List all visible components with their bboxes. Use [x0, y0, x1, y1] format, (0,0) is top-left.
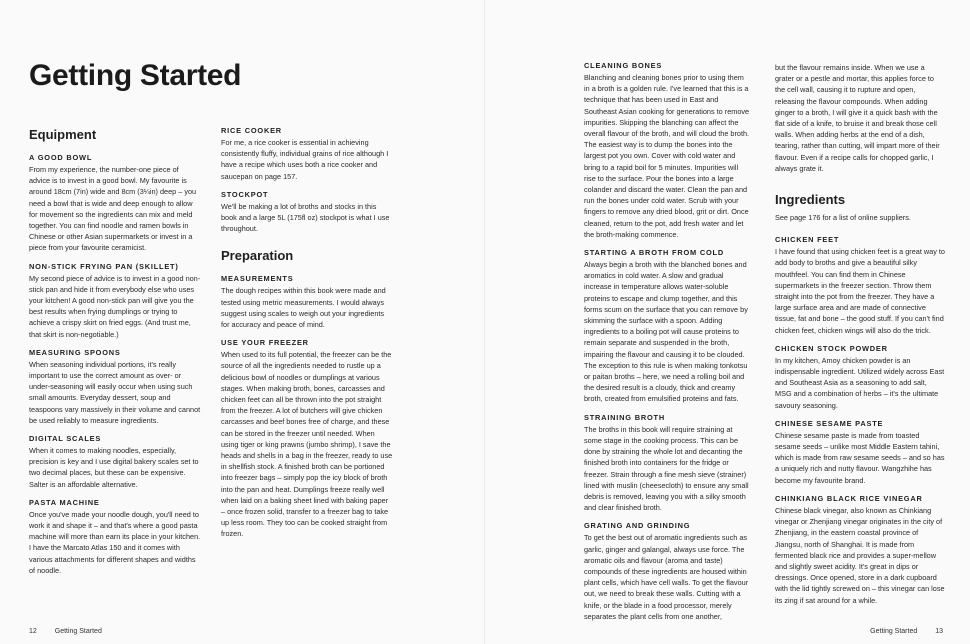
entry-heading: CHICKEN STOCK POWDER [775, 343, 888, 353]
entry-measuring-spoons [29, 348, 201, 426]
entry-frying-pan [29, 262, 201, 340]
entry-body: In my kitchen, Amoy chicken powder is an indispensable ingredient. Utilized widely across East and Southeast Asia as a seasoning to add salt, MSG and a combination of herbs – it's the ultimate savoury seasoning. [775, 355, 945, 410]
right-page [485, 0, 970, 644]
right-column-1 [584, 61, 751, 630]
entry-rice-cooker [221, 126, 394, 182]
entry-heading: USE YOUR FREEZER [221, 338, 309, 348]
entry-heading: PASTA MACHINE [29, 497, 100, 507]
running-head: Getting Started [870, 628, 918, 635]
entry-use-your-freezer [221, 338, 394, 539]
entry-heading: A GOOD BOWL [29, 153, 93, 162]
entry-body: When seasoning individual portions, it's really important to use the correct amount as over- or under-seasoning will easily occur when using such small amounts. Everyday dessert, soup and teaspoons vary massively in their volume and cannot be used reliably to measure ingredients. [29, 359, 201, 425]
entry-body: I have found that using chicken feet is a great way to add body to broths and give a beautiful silky mouthfeel. You can find them in Chinese supermarkets in the freezer section. Throw them straight into the pot from the freezer. They have a large surface area and are made of connective tissue, fat and bone – the good stuff. If you can't find chicken feet, chicken wings will also do the trick. [775, 247, 945, 335]
entry-body: Chinese sesame paste is made from toasted sesame seeds – unlike most Middle Eastern tahini, which is made from raw sesame seeds – and so has a uniquely rich and nutty flavour. Wangzhihe has become my favourite brand. [775, 430, 945, 485]
entry-straining-broth [584, 413, 751, 514]
ingredients-heading: Ingredients [775, 192, 846, 208]
folio-right [870, 627, 943, 636]
right-column-2 [775, 62, 945, 614]
entry-body: We'll be making a lot of broths and stocks in this book and a large 5L (175fl oz) stockpot is what I use throughout. [221, 201, 390, 234]
ingredients-intro: See page 176 for a list of online suppliers. [775, 213, 911, 223]
entry-measurements [221, 274, 394, 330]
preparation-heading: Preparation [221, 248, 294, 264]
equipment-heading: Equipment [29, 127, 97, 142]
entry-heading: STARTING A BROTH FROM COLD [584, 248, 724, 258]
continued-paragraph: but the flavour remains inside. When we use a grater or a pestle and mortar, this applies force to the cell wall, causing it to rupture and open, releasing the flavour compounds. When adding ginger to a broth, I will give it a quick bash with the flat side of a knife, to bruise it and break those cell walls. When adding herbs at the end of a dish, tearing, rather than cutting, will impart more of their flavour. Even if a recipe calls for chopped garlic, I always grate it. [775, 63, 940, 173]
entry-body: The dough recipes within this book were made and tested using metric measurements. I would always suggest using scales to weigh out your ingredients for accuracy and peace of mind. [221, 286, 386, 330]
page-title: Getting Started [29, 59, 242, 92]
entry-body: The broths in this book will require straining at some stage in the cooking process. This can be done by straining the whole lot and decanting the finished broth into containers for the fridge or freezer. Strain through a fine mesh sieve (strainer) lined with muslin (cheesecloth) to ensure any small debris is removed, leaving you with a silky smooth and clear finished broth. [584, 424, 749, 513]
entry-starting-broth [584, 248, 751, 405]
entry-body: Once you've made your noodle dough, you'll need to work it and shape it – and that's where a good pasta machine will more than earn its place in your kitchen. I have the Marcato Atlas 150 and it comes with various attachments for different shapes and widths of noodle. [29, 509, 201, 575]
entry-stockpot [221, 190, 394, 235]
entry-sesame-paste [775, 419, 945, 486]
entry-heading: CHICKEN FEET [775, 235, 840, 245]
page-number: 12 [29, 628, 37, 635]
entry-heading: STRAINING BROTH [584, 412, 665, 422]
entry-pasta-machine [29, 498, 201, 576]
entry-digital-scales [29, 434, 201, 490]
running-head: Getting Started [54, 628, 102, 635]
entry-body: To get the best out of aromatic ingredients such as garlic, ginger and galangal, always use force. The aromatic oils and flavour (aroma and taste) compounds of these ingredients are housed within plant cells, which have cell walls. To get the flavour out, we need to break these walls. Cutting with a knife, or the blade in a food processor, merely separates the plant cells from one another, [584, 533, 749, 621]
entry-body: When it comes to making noodles, especially, precision is key and I use digital bakery scales set to two decimal places, but these can be expensive. Salter is an affordable alternative. [29, 446, 199, 489]
left-column-2 [221, 126, 394, 548]
entry-body: From my experience, the number-one piece of advice is to invest in a good bowl. My favourite is around 18cm (7in) wide and 8cm (3¼in) deep – you need a bowl that is wide and deep enough to allow for movement so the ingredients can mix and meld together. You can find noodle and ramen bowls in Chinese or other Asian supermarkets or invest in a piece from your favourite ceramicist. [29, 165, 197, 253]
page-number: 13 [935, 628, 943, 635]
entry-body: When used to its full potential, the freezer can be the source of all the ingredients needed to rustle up a delicious bowl of noodles or dumplings at various stages. When making broth, bones, carcasses and chicken feet can all be thrown into the pot straight from the freezer. A lot of butchers will give chicken carcasses and beef bones free of charge, and these can be stored in the freezer until needed. When using tiger or king prawns (jumbo shrimp), I save the heads and shells in a bag in the freezer, ready to use in shellfish stock. A finished broth can be portioned into freezer bags – simply pop the icy block of broth into the pan and heat. Dumplings freeze really well when laid on a baking sheet lined with baking paper – once frozen solid, transfer to a freezer bag to take up less room. They too can be cooked straight from frozen. [221, 350, 393, 539]
entry-grating-grinding [584, 521, 751, 622]
entry-black-rice-vinegar [775, 494, 945, 606]
left-column-1 [29, 127, 201, 584]
entry-body: Chinese black vinegar, also known as Chinkiang vinegar or Zhenjiang vinegar originates in the city of Zhenjiang, in the eastern coastal province of Jiangsu, north of Shanghai. It is made from fermented black rice and provides a super-mellow and slightly sweet acidity. It's great in dips or dressings. Once opened, store in a dark cupboard with the lid tightly screwed on – this vinegar can lose its zing if sat around for a while. [775, 505, 945, 605]
entry-heading: CHINESE SESAME PASTE [775, 418, 884, 428]
entry-heading: CLEANING BONES [584, 61, 663, 70]
entry-cleaning-bones [584, 61, 751, 240]
entry-heading: GRATING AND GRINDING [584, 521, 691, 531]
entry-body: For me, a rice cooker is essential in achieving consistently fluffy, individual grains of rice although I have a recipe which uses both a rice cooker and saucepan on page 157. [221, 138, 389, 181]
entry-body: Always begin a broth with the blanched bones and aromatics in cold water. A slow and gradual increase in temperature allows water-soluble proteins to escape and clump together, and this forms scum on the surface that you can remove by skimming the surface with a spoon. Adding ingredients to a boiling pot will cause proteins to remain separate and suspended in the broth, impairing the flavour and causing it to be clouded. The exception to this rule is when making tonkotsu or paitan broths – here, we need a rolling boil and the desired result is a cloudy, thick and creamy broth, created from emulsified proteins and fats. [584, 260, 748, 404]
entry-heading: NON-STICK FRYING PAN (SKILLET) [29, 261, 179, 271]
entry-heading: RICE COOKER [221, 126, 282, 135]
entry-heading: MEASUREMENTS [221, 274, 294, 284]
entry-heading: MEASURING SPOONS [29, 347, 121, 357]
entry-heading: CHINKIANG BLACK RICE VINEGAR [775, 493, 923, 503]
entry-body: Blanching and cleaning bones prior to using them in a broth is a golden rule. I've learned that this is a technique that has been used in East and Southeast Asian cooking for generations to remove impurities. Skipping the blanching can affect the overall flavour of the broth, and will cloud the broth. The easiest way is to dump the bones into the largest pot you own. Cover with cold water and bring to a rapid boil for 5 minutes. Impurities will rise to the surface. Pour the bones into a large colander and discard the water. Clean the pan and run the bones under cold water. Scrub with your fingers to remove any dried blood, grit or dirt. Once cleaned, return to the pot, add fresh water and let the broth-making commence. [584, 73, 750, 239]
entry-body: My second piece of advice is to invest in a good non-stick pan and hide it from everybody else who uses your kitchen! A good non-stick pan will give you the best results when frying dumplings or trying to achieve a crispy skirt on fried eggs. (And trust me, that skirt is non-negotiable.) [29, 273, 201, 339]
entry-chicken-stock-powder [775, 344, 945, 411]
entry-chicken-feet [775, 235, 945, 336]
entry-good-bowl [29, 153, 201, 254]
folio-left [29, 627, 102, 636]
entry-heading: STOCKPOT [221, 189, 269, 199]
entry-heading: DIGITAL SCALES [29, 434, 102, 444]
